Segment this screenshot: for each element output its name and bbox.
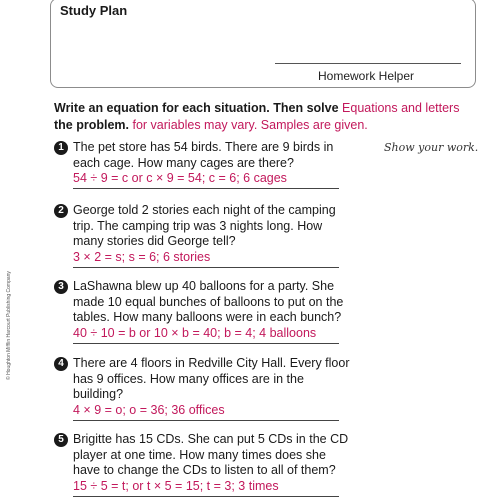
problem-answer: 15 ÷ 5 = t; or t × 5 = 15; t = 3; 3 times: [73, 478, 279, 493]
problem-text: There are 4 floors in Redville City Hall. Every floor has 9 offices. How many offices are in the building?: [73, 356, 350, 401]
problem-2: [54, 203, 354, 268]
homework-helper-line: [275, 63, 461, 64]
problem-text: Brigitte has 15 CDs. She can put 5 CDs in the CD player at one time. How many times does she have to change the CDs to listen to all of them?: [73, 432, 349, 477]
instructions-note-part1: Equations and letters: [342, 101, 460, 115]
problem-1: [54, 140, 354, 189]
problem-number-badge: 5: [54, 433, 68, 447]
problem-4: [54, 356, 354, 421]
problem-3: [54, 279, 354, 344]
problem-number-badge: 1: [54, 141, 68, 155]
answer-line: [73, 343, 339, 344]
instructions-bold-line2: the problem.: [54, 118, 130, 132]
problem-answer: 40 ÷ 10 = b or 10 × b = 40; b = 4; 4 balloons: [73, 325, 317, 340]
answer-line: [73, 420, 339, 421]
answer-line: [73, 188, 339, 189]
problem-text: LaShawna blew up 40 balloons for a party. She made 10 equal bunches of balloons to put on the tables. How many balloons were in each bunch?: [73, 279, 344, 324]
problem-answer: 4 × 9 = o; o = 36; 36 offices: [73, 402, 225, 417]
study-plan-title: Study Plan: [60, 3, 128, 18]
copyright-notice: © Houghton Mifflin Harcourt Publishing Company: [6, 271, 12, 380]
instructions: [54, 100, 474, 134]
answer-line: [73, 267, 339, 268]
problem-number-badge: 2: [54, 204, 68, 218]
study-plan-box: [50, 0, 476, 88]
problem-text: George told 2 stories each night of the camping trip. The camping trip was 3 nights long. How many stories did George tell?: [73, 203, 336, 248]
problem-answer: 3 × 2 = s; s = 6; 6 stories: [73, 249, 211, 264]
show-your-work-label: Show your work.: [384, 141, 479, 154]
answer-line: [73, 496, 339, 497]
instructions-bold-line1: Write an equation for each situation. Then solve: [54, 101, 339, 115]
problem-number-badge: 3: [54, 280, 68, 294]
instructions-note-part2: for variables may vary. Samples are given.: [132, 118, 368, 132]
problem-text: The pet store has 54 birds. There are 9 birds in each cage. How many cages are there?: [73, 140, 334, 170]
problem-5: [54, 432, 354, 497]
problem-answer: 54 ÷ 9 = c or c × 9 = 54; c = 6; 6 cages: [73, 171, 287, 185]
homework-helper-label: Homework Helper: [318, 69, 415, 83]
problem-number-badge: 4: [54, 357, 68, 371]
